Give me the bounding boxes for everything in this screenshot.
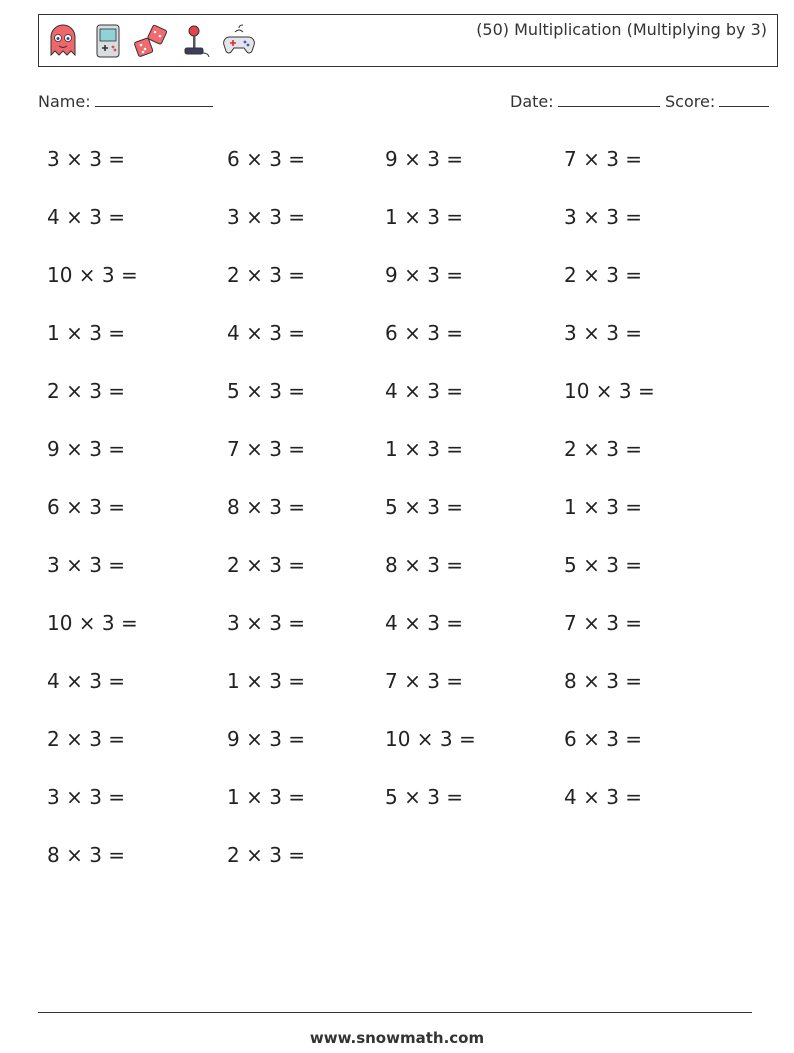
problem-item: 6 × 3 = xyxy=(385,321,464,345)
date-label: Date: xyxy=(510,92,554,111)
footer-divider xyxy=(38,1012,752,1013)
problem-item: 9 × 3 = xyxy=(227,727,306,751)
problem-item: 4 × 3 = xyxy=(47,669,126,693)
ghost-icon xyxy=(45,21,81,61)
problem-item: 3 × 3 = xyxy=(47,785,126,809)
problem-item: 2 × 3 = xyxy=(227,263,306,287)
score-label: Score: xyxy=(665,92,716,111)
problem-item: 7 × 3 = xyxy=(564,147,643,171)
problem-item: 3 × 3 = xyxy=(47,147,126,171)
footer-url: www.snowmath.com xyxy=(309,1029,485,1047)
problem-item: 8 × 3 = xyxy=(385,553,464,577)
dice-icon xyxy=(133,21,169,61)
problem-item: 10 × 3 = xyxy=(385,727,476,751)
date-field xyxy=(510,92,660,111)
problem-item: 1 × 3 = xyxy=(227,785,306,809)
problem-item: 8 × 3 = xyxy=(564,669,643,693)
problem-item: 3 × 3 = xyxy=(564,205,643,229)
problem-item: 3 × 3 = xyxy=(564,321,643,345)
worksheet-title: (50) Multiplication (Multiplying by 3) xyxy=(476,20,767,39)
problem-item: 9 × 3 = xyxy=(47,437,126,461)
problem-item: 1 × 3 = xyxy=(47,321,126,345)
problem-item: 5 × 3 = xyxy=(385,785,464,809)
problem-item: 3 × 3 = xyxy=(227,611,306,635)
problem-item: 1 × 3 = xyxy=(564,495,643,519)
handheld-console-icon xyxy=(89,21,125,61)
problem-item: 2 × 3 = xyxy=(47,727,126,751)
problem-item: 3 × 3 = xyxy=(47,553,126,577)
problem-item: 4 × 3 = xyxy=(385,379,464,403)
problem-item: 8 × 3 = xyxy=(227,495,306,519)
name-label: Name: xyxy=(38,92,91,111)
score-blank[interactable] xyxy=(719,92,769,107)
problem-item: 4 × 3 = xyxy=(227,321,306,345)
problem-item: 4 × 3 = xyxy=(385,611,464,635)
name-field xyxy=(38,92,213,111)
problem-item: 9 × 3 = xyxy=(385,147,464,171)
date-blank[interactable] xyxy=(558,92,660,107)
problem-item: 8 × 3 = xyxy=(47,843,126,867)
problem-item: 4 × 3 = xyxy=(564,785,643,809)
problem-item: 7 × 3 = xyxy=(564,611,643,635)
problem-item: 2 × 3 = xyxy=(227,553,306,577)
icon-strip xyxy=(45,21,257,61)
problem-item: 6 × 3 = xyxy=(47,495,126,519)
gamepad-icon xyxy=(221,21,257,61)
problem-item: 1 × 3 = xyxy=(385,205,464,229)
problem-item: 10 × 3 = xyxy=(564,379,655,403)
problem-item: 1 × 3 = xyxy=(227,669,306,693)
problem-item: 5 × 3 = xyxy=(564,553,643,577)
problem-item: 7 × 3 = xyxy=(227,437,306,461)
problem-item: 2 × 3 = xyxy=(564,263,643,287)
problem-item: 4 × 3 = xyxy=(47,205,126,229)
problem-item: 5 × 3 = xyxy=(385,495,464,519)
joystick-icon xyxy=(177,21,213,61)
problem-item: 10 × 3 = xyxy=(47,611,138,635)
problem-item: 6 × 3 = xyxy=(227,147,306,171)
name-blank[interactable] xyxy=(95,92,213,107)
problem-item: 2 × 3 = xyxy=(47,379,126,403)
problem-item: 7 × 3 = xyxy=(385,669,464,693)
problem-item: 2 × 3 = xyxy=(227,843,306,867)
problem-item: 3 × 3 = xyxy=(227,205,306,229)
problem-item: 10 × 3 = xyxy=(47,263,138,287)
problem-item: 5 × 3 = xyxy=(227,379,306,403)
problem-item: 6 × 3 = xyxy=(564,727,643,751)
problem-item: 2 × 3 = xyxy=(564,437,643,461)
score-field xyxy=(665,92,769,111)
problem-item: 9 × 3 = xyxy=(385,263,464,287)
worksheet-header xyxy=(38,14,778,67)
problem-item: 1 × 3 = xyxy=(385,437,464,461)
